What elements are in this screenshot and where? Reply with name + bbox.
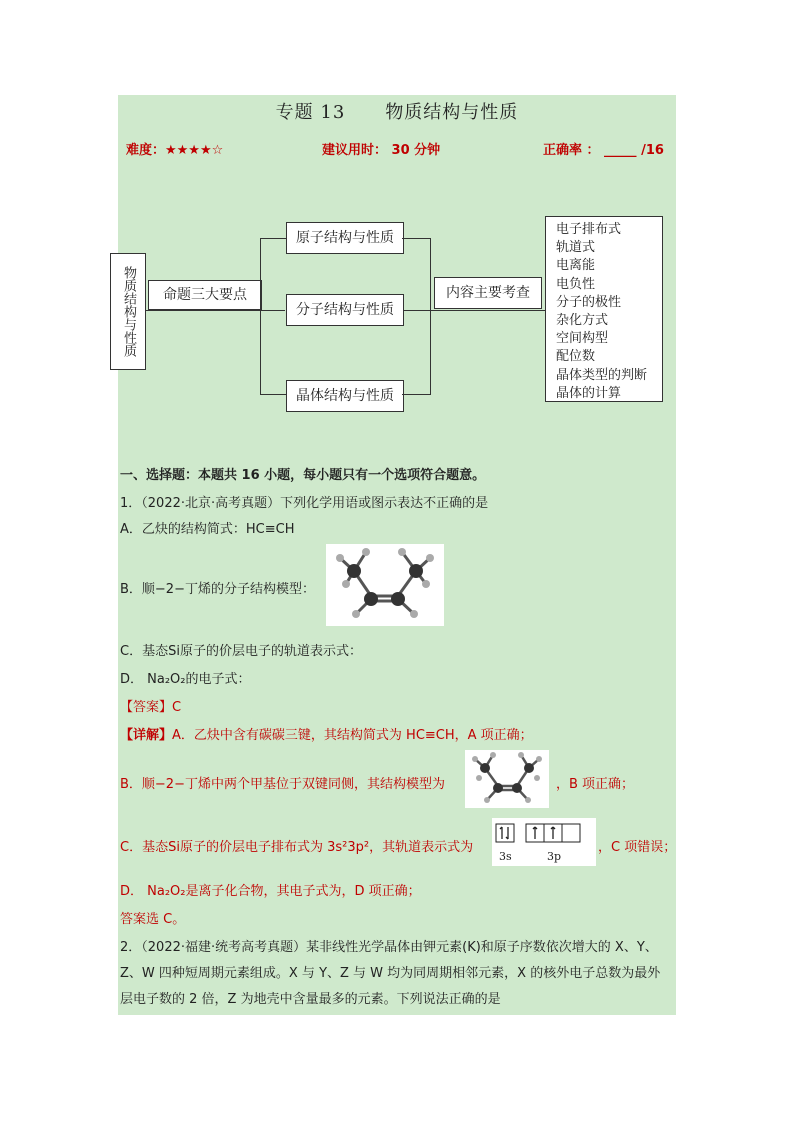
branch-bracket-right xyxy=(430,238,431,395)
question-1-conclusion: 答案选 C。 xyxy=(120,912,186,927)
question-1-detail-b: B．顺−2−丁烯中两个甲基位于双键同侧，其结构模型为 xyxy=(120,777,445,792)
question-2-line-3: 层电子数的 2 倍，Z 为地壳中含量最多的元素。下列说法正确的是 xyxy=(120,992,501,1007)
connector-line xyxy=(260,394,286,395)
topic-item: 晶体类型的判断 xyxy=(556,367,648,383)
detail-a-text: A．乙炔中含有碳碳三键，其结构简式为 HC≡CH，A 项正确； xyxy=(172,728,533,743)
diagram-content-box: 内容主要考查 xyxy=(434,277,542,309)
branch-atom-box: 原子结构与性质 xyxy=(286,222,404,254)
time-label: 建议用时： 30 分钟 xyxy=(322,143,441,158)
detail-b-end: ，B 项正确； xyxy=(556,777,635,792)
question-1-option-a: A．乙炔的结构简式：HC≡CH xyxy=(120,522,295,537)
connector-line xyxy=(402,394,430,395)
detail-label: 【详解】 xyxy=(120,728,173,743)
section-heading: 一、选择题：本题共 16 小题，每小题只有一个选项符合题意。 xyxy=(120,468,486,483)
topic-item: 杂化方式 xyxy=(556,313,609,329)
branch-molecule-box: 分子结构与性质 xyxy=(286,294,404,326)
branch-bracket-left xyxy=(260,238,261,395)
question-2-line-2: Z、W 四种短周期元素组成。X 与 Y、Z 与 W 均为同周期相邻元素，X 的核外电子总数为最外 xyxy=(120,966,661,981)
branch-crystal-box: 晶体结构与性质 xyxy=(286,380,404,412)
topic-item: 电子排布式 xyxy=(556,222,622,237)
question-1-option-b: B．顺−2−丁烯的分子结构模型： xyxy=(120,582,315,597)
butene-model-small-image xyxy=(465,750,549,808)
diagram-mid-box: 命题三大要点 xyxy=(148,280,262,310)
connector-line xyxy=(145,310,285,311)
topic-item: 空间构型 xyxy=(556,331,609,347)
diagram-root-box: 物质结构与性质 xyxy=(110,253,146,370)
question-1-detail-c: C．基态Si原子的价层电子排布式为 3s²3p²，其轨道表示式为 xyxy=(120,840,474,855)
orbital-diagram xyxy=(492,818,596,866)
question-1-detail-d: D． Na₂O₂是离子化合物，其电子式为，D 项正确； xyxy=(120,884,421,899)
connector-line xyxy=(403,310,545,311)
question-1-stem: 1．（2022·北京·高考真题）下列化学用语或图示表达不正确的是 xyxy=(120,496,489,511)
question-1-detail-a xyxy=(120,724,533,743)
connector-line xyxy=(260,238,286,239)
topic-item: 晶体的计算 xyxy=(556,385,622,401)
accuracy-label: 正确率 ： _____ /16 xyxy=(543,143,664,158)
topic-item: 轨道式 xyxy=(556,240,596,256)
topic-item: 配位数 xyxy=(556,349,596,365)
title-topic-number: 专题 13 xyxy=(275,102,346,123)
question-1-option-d: D． Na₂O₂的电子式： xyxy=(120,672,251,687)
question-2-line-1: 2．（2022·福建·统考高考真题）某非线性光学晶体由钾元素(K)和原子序数依次增大的 X、Y、 xyxy=(120,940,658,955)
topic-item: 分子的极性 xyxy=(556,294,622,310)
question-1-answer: 【答案】C xyxy=(120,700,182,715)
detail-c-end: ，C 项错误； xyxy=(598,840,677,855)
topic-item: 电负性 xyxy=(556,276,596,292)
page-title xyxy=(118,98,676,124)
orbital-3s-label: 3s xyxy=(499,850,512,863)
question-1-option-c: C．基态Si原子的价层电子的轨道表示式： xyxy=(120,644,362,659)
orbital-3p-label: 3p xyxy=(547,850,562,863)
topics-list xyxy=(545,216,663,402)
topic-item: 电离能 xyxy=(556,258,596,274)
connector-line xyxy=(402,238,430,239)
butene-model-image xyxy=(326,544,444,626)
title-topic-name: 物质结构与性质 xyxy=(385,102,519,123)
difficulty-label: 难度：★★★★☆ xyxy=(126,143,224,158)
